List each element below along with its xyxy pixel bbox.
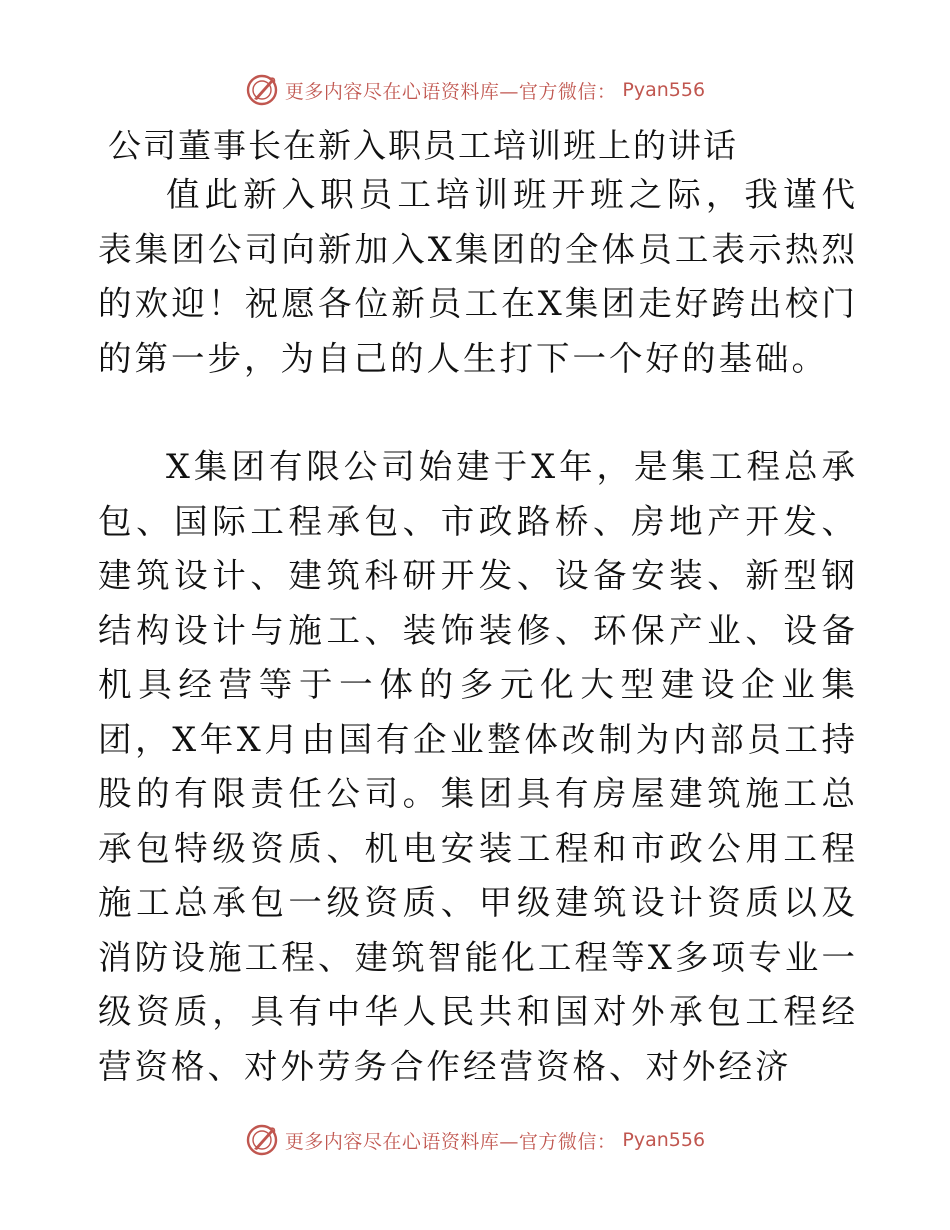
- banner-text: 更多内容尽在心语资料库—官方微信：: [284, 1130, 617, 1153]
- header-banner: [0, 68, 950, 112]
- document-title: 公司董事长在新入职员工培训班上的讲话: [108, 126, 738, 165]
- quill-seal-icon: [245, 73, 279, 107]
- banner-text: 更多内容尽在心语资料库—官方微信：: [284, 80, 617, 103]
- footer-banner: [0, 1118, 950, 1162]
- wechat-id: Pyan556: [622, 79, 706, 101]
- quill-seal-icon: [245, 1123, 279, 1157]
- wechat-id: Pyan556: [622, 1129, 706, 1151]
- paragraph-company-intro: X集团有限公司始建于X年，是集工程总承包、国际工程承包、市政路桥、房地产开发、建筑设计、建筑科研开发、设备安装、新型钢结构设计与施工、装饰装修、环保产业、设备机具经营等于一体的多元化大型建设企业集团，X年X月由国有企业整体改制为内部员工持股的有限责任公司。集团具有房屋建筑施工总承包特级资质、机电安装工程和市政公用工程施工总承包一级资质、甲级建筑设计资质以及消防设施工程、建筑智能化工程等X多项专业一级资质，具有中华人民共和国对外承包工程经营资格、对外劳务合作经营资格、对外经济: [98, 447, 858, 1086]
- paragraph-welcome: 值此新入职员工培训班开班之际，我谨代表集团公司向新加入X集团的全体员工表示热烈的欢迎！祝愿各位新员工在X集团走好跨出校门的第一步，为自己的人生打下一个好的基础。: [98, 175, 858, 378]
